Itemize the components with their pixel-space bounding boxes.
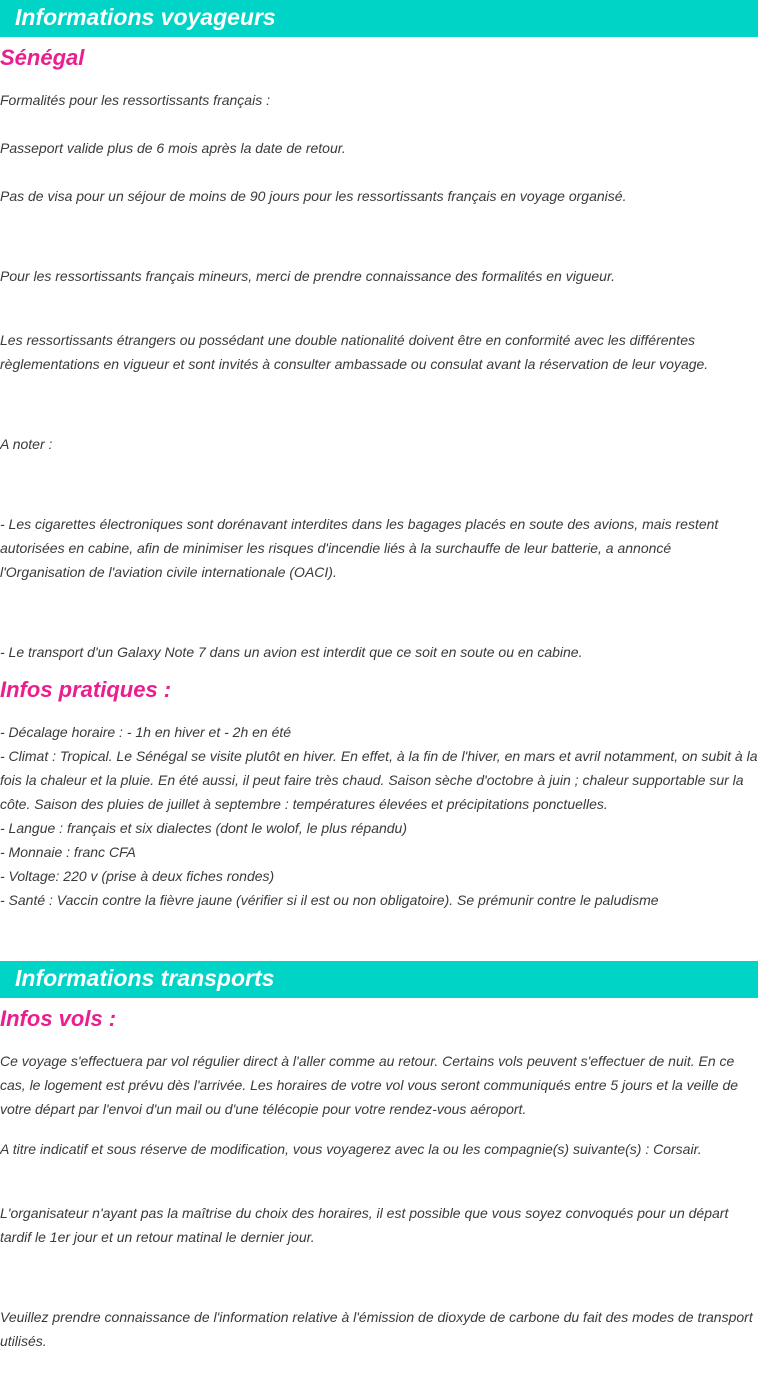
- foreigners-info: Les ressortissants étrangers ou possédant une double nationalité doivent être en conformité avec les différentes règlementations en vigueur et sont invités à consulter ambassade ou consulat avant la réservation de leur voyage.: [0, 332, 709, 372]
- passport-info: Passeport valide plus de 6 mois après la date de retour.: [0, 140, 346, 156]
- practical-heading: Infos pratiques :: [0, 677, 172, 702]
- country-heading: Sénégal: [0, 45, 85, 70]
- practical-item-climate: - Climat : Tropical. Le Sénégal se visite plutôt en hiver. En effet, à la fin de l'hiver, en mars et avril notamment, on subit à la fois la chaleur et la pluie. En été aussi, il peut faire très chaud. Saison sèche d'octobre à juin ; chaleur supportable sur la côte. Saison des pluies de juillet à septembre : températures élevées et précipitations ponctuelles.: [0, 748, 758, 812]
- galaxy-note-info: - Le transport d'un Galaxy Note 7 dans un avion est interdit que ce soit en soute ou en cabine.: [0, 644, 583, 660]
- practical-item-voltage: - Voltage: 220 v (prise à deux fiches rondes): [0, 868, 275, 884]
- flight-schedule-info: Ce voyage s'effectuera par vol régulier direct à l'aller comme au retour. Certains vols peuvent s'effectuer de nuit. En ce cas, le logement est prévu dès l'arrivée. Les horaires de votre vol vous seront communiqués entre 5 jours et la veille de votre départ par l'envoi d'un mail ou d'une télécopie pour votre rendez-vous aéroport.: [0, 1053, 739, 1117]
- note-label: A noter :: [0, 436, 53, 452]
- flights-heading: Infos vols :: [0, 1006, 117, 1031]
- visa-info: Pas de visa pour un séjour de moins de 90 jours pour les ressortissants français en voyage organisé.: [0, 188, 627, 204]
- section-banner-transports: [0, 961, 758, 998]
- section-title: Informations transports: [15, 965, 275, 991]
- timing-info: L'organisateur n'ayant pas la maîtrise du choix des horaires, il est possible que vous soyez convoqués pour un départ tardif le 1er jour et un retour matinal le dernier jour.: [0, 1205, 729, 1245]
- practical-item-language: - Langue : français et six dialectes (dont le wolof, le plus répandu): [0, 820, 408, 836]
- section-title: Informations voyageurs: [15, 4, 276, 30]
- carbon-info: Veuillez prendre connaissance de l'information relative à l'émission de dioxyde de carbone du fait des modes de transport utilisés.: [0, 1309, 753, 1349]
- ecigarette-info: - Les cigarettes électroniques sont dorénavant interdites dans les bagages placés en soute des avions, mais restent autorisées en cabine, afin de minimiser les risques d'incendie liés à la surchauffe de leur batterie, a annoncé l'Organisation de l'aviation civile internationale (OACI).: [0, 516, 719, 580]
- practical-item-health: - Santé : Vaccin contre la fièvre jaune (vérifier si il est ou non obligatoire). Se prémunir contre le paludisme: [0, 892, 659, 908]
- formalities-intro: Formalités pour les ressortissants français :: [0, 92, 270, 108]
- section-banner-travellers: [0, 0, 758, 37]
- airline-info: A titre indicatif et sous réserve de modification, vous voyagerez avec la ou les compagnie(s) suivante(s) : Corsair.: [0, 1141, 702, 1157]
- minors-info: Pour les ressortissants français mineurs, merci de prendre connaissance des formalités en vigueur.: [0, 268, 615, 284]
- practical-item-currency: - Monnaie : franc CFA: [0, 844, 136, 860]
- practical-item-timezone: - Décalage horaire : - 1h en hiver et - 2h en été: [0, 724, 292, 740]
